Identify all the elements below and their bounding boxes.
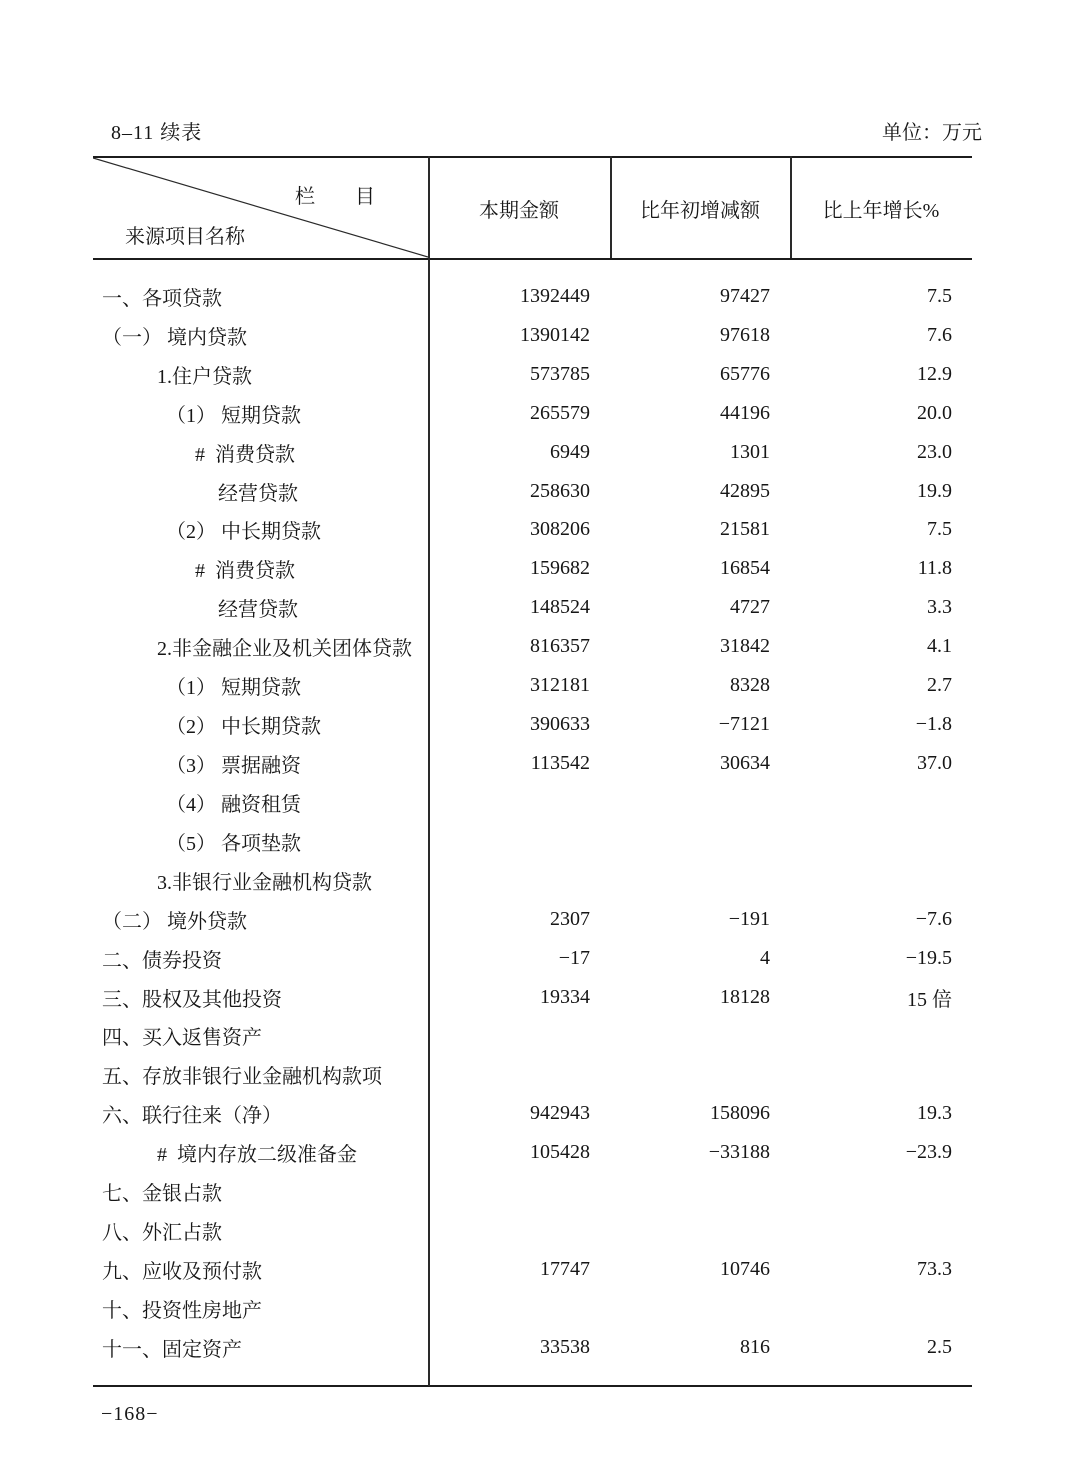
cell-yoy-growth: −1.8 [915, 713, 952, 736]
unit-label: 单位：万元 [882, 122, 982, 144]
row-label: 一、各项贷款 [102, 287, 222, 310]
cell-current-amount: 573785 [530, 362, 590, 385]
cell-yoy-growth: 7.5 [927, 518, 952, 541]
cell-yoy-growth: −23.9 [905, 1141, 952, 1164]
table-row [93, 1017, 972, 1056]
cell-current-amount: 390633 [530, 713, 590, 736]
cell-yoy-growth: 23.0 [917, 440, 952, 463]
table-row [93, 978, 972, 1017]
table-row [93, 1133, 972, 1172]
cell-ytd-change: 10746 [720, 1258, 770, 1280]
table-row [93, 316, 972, 355]
table-row [93, 277, 972, 316]
table-bottom-rule [93, 1385, 972, 1387]
cell-yoy-growth: 37.0 [917, 752, 952, 775]
cell-ytd-change: 816 [740, 1335, 770, 1358]
page-number: −168− [101, 1403, 159, 1425]
table-row [93, 1289, 972, 1328]
cell-ytd-change: −191 [728, 907, 770, 930]
table-row [93, 627, 972, 666]
cell-ytd-change: 158096 [710, 1102, 770, 1125]
cell-ytd-change: −7121 [718, 713, 770, 736]
cell-yoy-growth: 15 倍 [907, 988, 952, 1011]
cell-current-amount: 265579 [530, 401, 590, 424]
cell-ytd-change: 97618 [720, 323, 770, 346]
row-label: 经营贷款 [218, 482, 298, 505]
row-label: （二） 境外贷款 [102, 910, 247, 933]
column-header-current-amount: 本期金额 [479, 199, 559, 222]
cell-ytd-change: 65776 [720, 362, 770, 385]
row-label: # 消费贷款 [195, 443, 295, 466]
row-label: 七、金银占款 [102, 1183, 222, 1206]
cell-ytd-change: 4 [760, 946, 770, 969]
row-label: （3） 票据融资 [166, 755, 301, 778]
cell-yoy-growth: 19.9 [917, 479, 952, 502]
cell-yoy-growth: 20.0 [917, 401, 952, 424]
cell-current-amount: 19334 [540, 985, 590, 1008]
row-label: # 境内存放二级准备金 [157, 1144, 357, 1167]
cell-current-amount: −17 [558, 946, 590, 969]
column-header-yoy-growth: 比上年增长% [822, 199, 940, 222]
row-label: （4） 融资租赁 [166, 793, 301, 816]
table-row [93, 1094, 972, 1133]
row-label: （5） 各项垫款 [166, 832, 301, 855]
loan-sources-table [93, 156, 972, 1401]
table-row [93, 900, 972, 939]
cell-ytd-change: 21581 [720, 518, 770, 541]
table-row [93, 783, 972, 822]
row-label: 二、债券投资 [102, 949, 222, 972]
cell-current-amount: 17747 [540, 1258, 590, 1280]
cell-yoy-growth: 7.5 [927, 284, 952, 307]
cell-yoy-growth: 73.3 [917, 1258, 952, 1280]
row-label: 四、买入返售资产 [102, 1027, 262, 1050]
cell-yoy-growth: 12.9 [917, 362, 952, 385]
corner-label-columns: 栏 目 [295, 186, 375, 208]
cell-ytd-change: 30634 [720, 752, 770, 775]
table-row [93, 1172, 972, 1211]
cell-current-amount: 33538 [540, 1335, 590, 1358]
table-row [93, 705, 972, 744]
cell-current-amount: 258630 [530, 479, 590, 502]
row-label: 2.非金融企业及机关团体贷款 [157, 638, 412, 661]
table-row [93, 355, 972, 394]
row-label: 3.非银行业金融机构贷款 [157, 871, 372, 894]
cell-current-amount: 942943 [530, 1102, 590, 1125]
cell-ytd-change: 42895 [720, 479, 770, 502]
table-row [93, 588, 972, 627]
row-label: （1） 短期贷款 [166, 404, 301, 427]
caption-bar [93, 121, 982, 145]
cell-current-amount: 105428 [530, 1141, 590, 1164]
table-row [93, 822, 972, 861]
row-label: 十、投资性房地产 [102, 1299, 262, 1322]
cell-ytd-change: 31842 [720, 635, 770, 658]
row-label: （2） 中长期贷款 [166, 716, 321, 739]
cell-yoy-growth: 11.8 [917, 557, 952, 580]
row-label: 九、应收及预付款 [102, 1261, 262, 1283]
table-row [93, 1211, 972, 1250]
row-label: 五、存放非银行业金融机构款项 [102, 1066, 382, 1089]
cell-current-amount: 1390142 [520, 323, 590, 346]
cell-ytd-change: 18128 [720, 985, 770, 1008]
table-row [93, 1328, 972, 1367]
table-row [93, 433, 972, 472]
cell-current-amount: 159682 [530, 557, 590, 580]
cell-current-amount: 308206 [530, 518, 590, 541]
cell-yoy-growth: −7.6 [915, 907, 952, 930]
table-body [93, 258, 972, 1367]
cell-ytd-change: 44196 [720, 401, 770, 424]
row-label: 八、外汇占款 [102, 1222, 222, 1245]
row-label: （1） 短期贷款 [166, 677, 301, 700]
cell-current-amount: 1392449 [520, 284, 590, 307]
cell-current-amount: 6949 [550, 440, 590, 463]
row-label: （一） 境内贷款 [102, 326, 247, 349]
cell-yoy-growth: 7.6 [927, 323, 952, 346]
cell-yoy-growth: 4.1 [927, 635, 952, 658]
column-header-ytd-change: 比年初增减额 [640, 199, 760, 222]
cell-current-amount: 148524 [530, 596, 590, 619]
table-row [93, 549, 972, 588]
cell-yoy-growth: −19.5 [905, 946, 952, 969]
table-row [93, 511, 972, 550]
table-row [93, 1055, 972, 1094]
table-row [93, 472, 972, 511]
cell-yoy-growth: 2.5 [927, 1335, 952, 1358]
row-label: 六、联行往来（净） [102, 1105, 282, 1128]
corner-label-source-item: 来源项目名称 [125, 226, 245, 248]
cell-ytd-change: 4727 [730, 596, 770, 619]
cell-yoy-growth: 3.3 [927, 596, 952, 619]
table-row [93, 394, 972, 433]
row-label: （2） 中长期贷款 [166, 521, 321, 544]
table-row [93, 861, 972, 900]
cell-ytd-change: 97427 [720, 284, 770, 307]
table-continuation-label: 8–11 续表 [111, 122, 203, 144]
row-label: 1.住户贷款 [157, 365, 252, 388]
table-row [93, 666, 972, 705]
cell-current-amount: 113542 [530, 752, 590, 775]
cell-ytd-change: −33188 [708, 1141, 770, 1164]
cell-ytd-change: 1301 [730, 440, 770, 463]
row-label: 三、股权及其他投资 [102, 988, 282, 1011]
row-label: 经营贷款 [218, 599, 298, 622]
cell-yoy-growth: 2.7 [927, 674, 952, 697]
table-row [93, 1250, 972, 1289]
cell-ytd-change: 16854 [720, 557, 770, 580]
cell-current-amount: 816357 [530, 635, 590, 658]
cell-current-amount: 312181 [530, 674, 590, 697]
table-row [93, 744, 972, 783]
row-label: # 消费贷款 [195, 560, 295, 583]
cell-yoy-growth: 19.3 [917, 1102, 952, 1125]
table-row [93, 939, 972, 978]
cell-current-amount: 2307 [550, 907, 590, 930]
row-label: 十一、固定资产 [102, 1338, 242, 1361]
cell-ytd-change: 8328 [730, 674, 770, 697]
